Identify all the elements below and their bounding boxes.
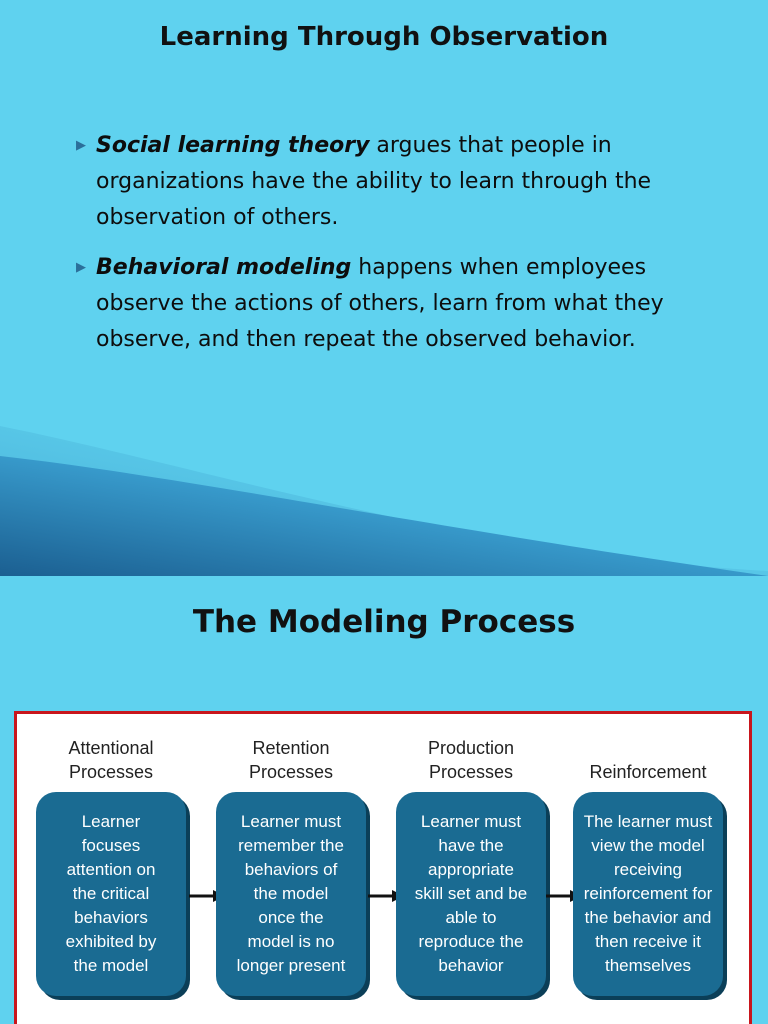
stage-header: Reinforcement — [589, 762, 707, 782]
modeling-process-diagram — [14, 711, 752, 1024]
bullet-text: happens when employees observe the actions of others, learn from what they observe, and then repeat the observed behavior. — [96, 255, 664, 352]
bullet-arrow-icon: ▶ — [76, 138, 86, 153]
slide-modeling-process — [0, 576, 768, 1024]
stage-attentional — [36, 730, 186, 996]
bullet-arrow-icon: ▶ — [76, 260, 86, 275]
bullet-text: argues that people in organizations have the ability to learn through the observation of others. — [96, 133, 652, 230]
stage-body: Learner must remember the behaviors of the model once the model is no longer present — [236, 812, 346, 975]
bullet-term: Behavioral modeling — [96, 255, 352, 280]
slide-title: The Modeling Process — [192, 604, 576, 640]
stage-box — [36, 792, 186, 996]
stage-retention — [216, 730, 366, 996]
slide-title: Learning Through Observation — [159, 22, 609, 52]
stage-body: The learner must view the model receiving reinforcement for the behavior and then receive it themselves — [583, 812, 713, 975]
decorative-wave — [0, 406, 768, 576]
stage-body: Learner focuses attention on the critical behaviors exhibited by the model — [65, 812, 157, 975]
stage-header: Attentional Processes — [68, 738, 154, 782]
stage-header: Retention Processes — [248, 738, 334, 782]
stage-production — [396, 730, 546, 996]
stage-box — [396, 792, 546, 996]
stage-box — [216, 792, 366, 996]
bullet-item — [76, 128, 696, 236]
stage-reinforcement — [573, 730, 723, 996]
bullet-list — [76, 128, 696, 372]
bullet-item — [76, 250, 696, 358]
stage-body: Learner must have the appropriate skill set and be able to reproduce the behavior — [414, 812, 528, 975]
stage-header: Production Processes — [427, 738, 515, 782]
stage-box — [573, 792, 723, 996]
bullet-term: Social learning theory — [96, 133, 370, 158]
